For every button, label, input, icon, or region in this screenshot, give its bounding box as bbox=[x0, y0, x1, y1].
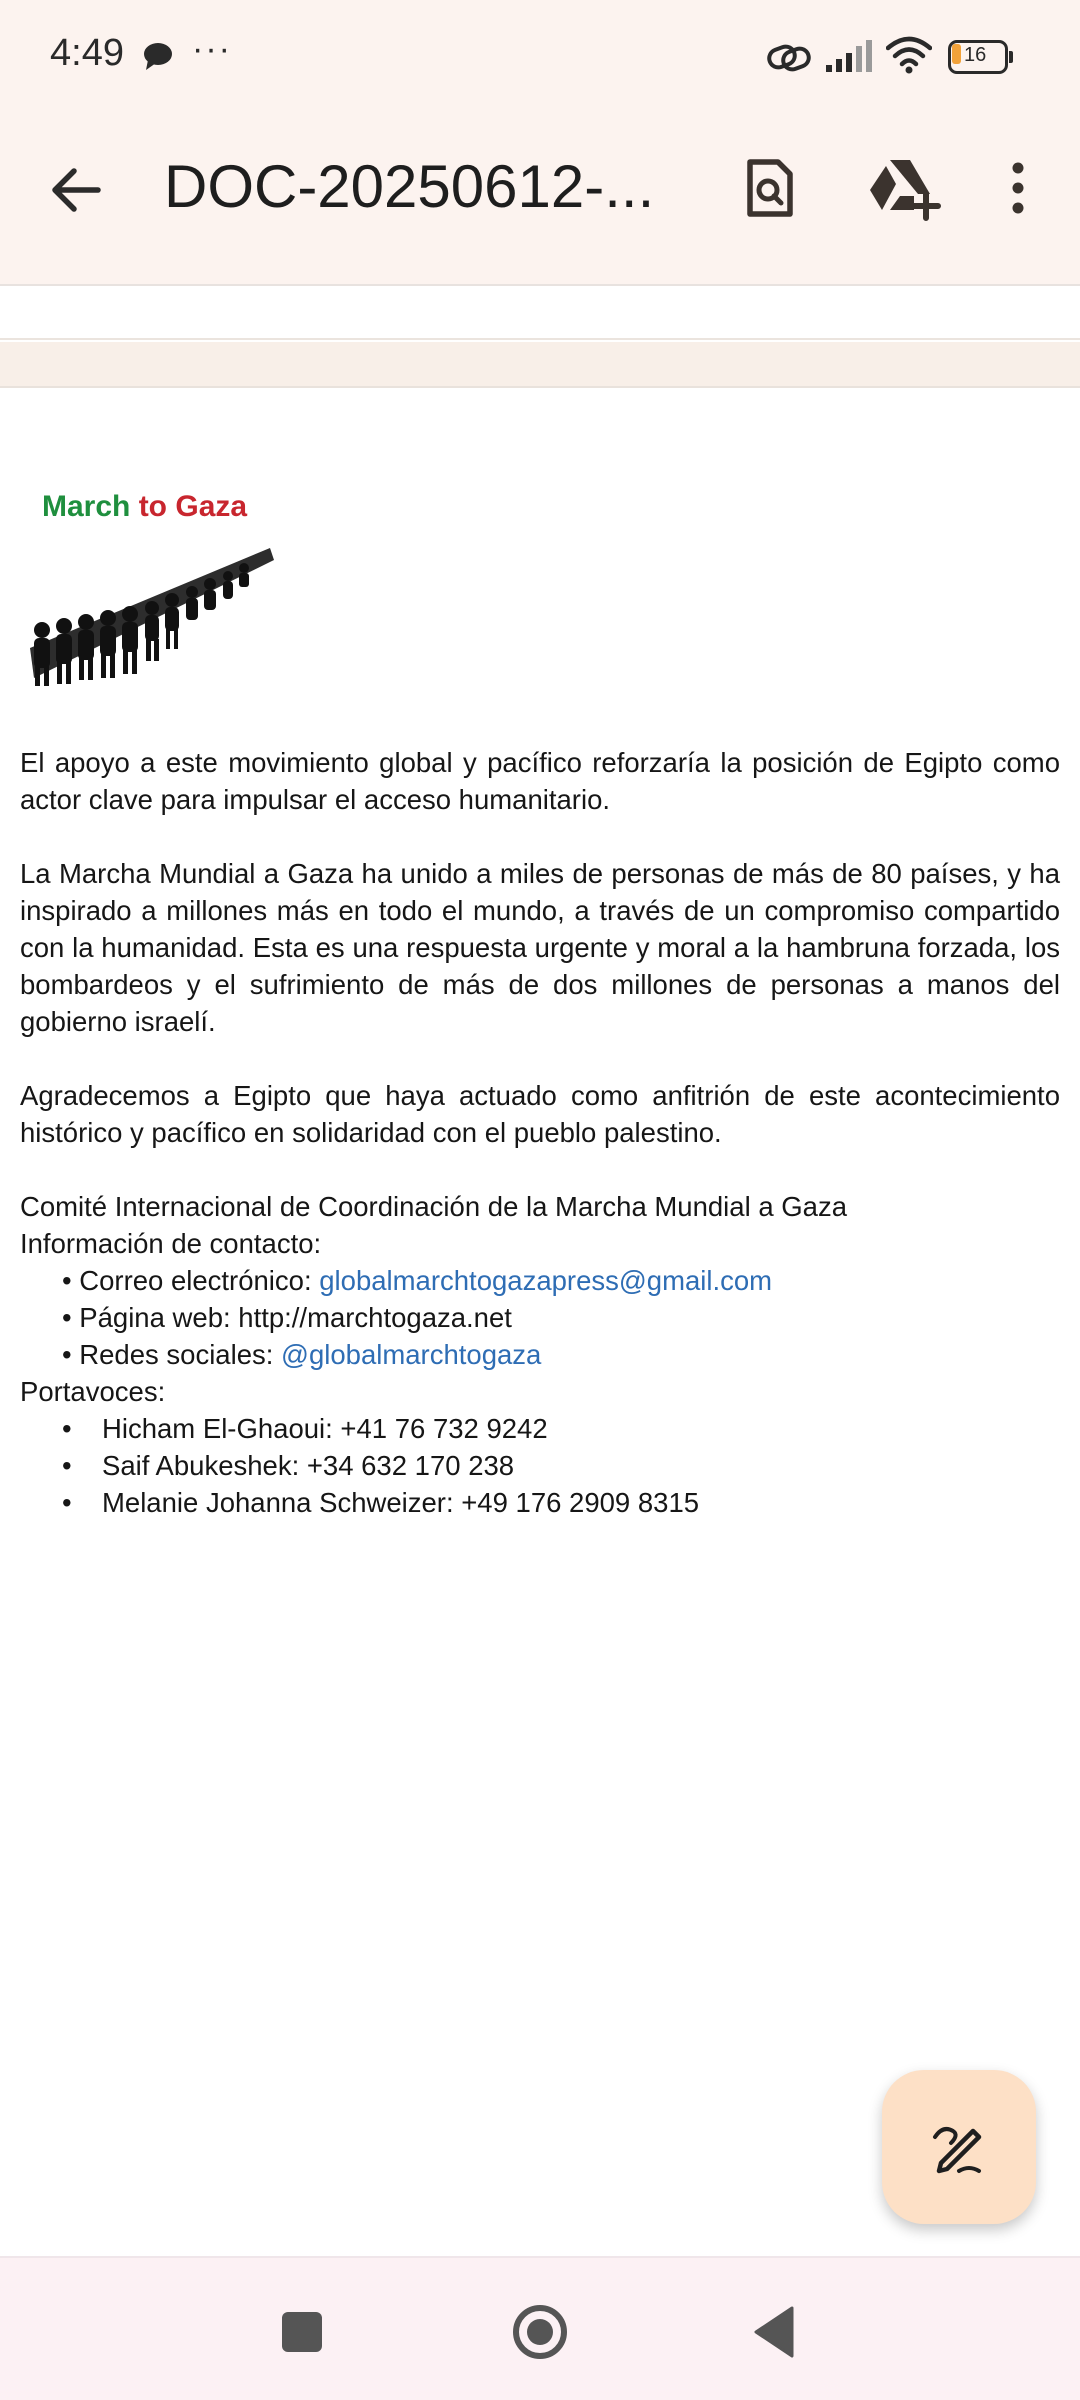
website-text: http://marchtogaza.net bbox=[238, 1302, 512, 1333]
paragraph-egypt-support: El apoyo a este movimiento global y pacífico reforzaría la posición de Egipto como actor clave para impulsar el acceso humanitario. bbox=[20, 747, 1060, 815]
system-navigation-bar bbox=[0, 2256, 1080, 2400]
logo-word-march: March bbox=[42, 490, 131, 523]
status-more-dots: ··· bbox=[192, 30, 232, 68]
logo-text bbox=[42, 490, 247, 524]
document-title: DOC-20250612-... bbox=[164, 153, 655, 220]
logo-word-gaza: Gaza bbox=[175, 490, 248, 523]
committee-name: Comité Internacional de Coordinación de la Marcha Mundial a Gaza bbox=[20, 1191, 847, 1222]
add-to-drive-button[interactable] bbox=[864, 152, 944, 224]
doc-search-icon bbox=[734, 152, 806, 224]
battery-icon bbox=[948, 40, 1012, 74]
edit-fab-button[interactable] bbox=[882, 2070, 1036, 2224]
drive-add-icon bbox=[864, 152, 944, 224]
spokesperson-item: • Melanie Johanna Schweizer: +49 176 2909 8315 bbox=[62, 1487, 700, 1518]
march-to-gaza-logo bbox=[30, 490, 280, 690]
contact-social: • Redes sociales: @globalmarchtogaza bbox=[62, 1339, 542, 1370]
spokesperson-item: • Saif Abukeshek: +34 632 170 238 bbox=[62, 1450, 515, 1481]
back-arrow-icon bbox=[42, 154, 114, 226]
back-triangle-icon[interactable] bbox=[752, 2304, 794, 2365]
paragraph-thanks-egypt: Agradecemos a Egipto que haya actuado como anfitrión de este acontecimiento histórico y pacífico en solidaridad con el pueblo palestino. bbox=[20, 1080, 1060, 1148]
recents-square-icon[interactable] bbox=[282, 2312, 322, 2352]
contact-website: • Página web: http://marchtogaza.net bbox=[62, 1302, 512, 1333]
status-time: 4:49 bbox=[50, 32, 124, 74]
home-circle-icon[interactable] bbox=[510, 2302, 570, 2367]
social-link[interactable]: @globalmarchtogaza bbox=[281, 1339, 542, 1370]
message-icon bbox=[142, 42, 176, 77]
spokespeople-heading: Portavoces: bbox=[20, 1376, 166, 1407]
contact-email: • Correo electrónico: globalmarchtogazapress@gmail.com bbox=[62, 1265, 773, 1296]
app-bar bbox=[0, 118, 1080, 286]
wifi-icon bbox=[886, 36, 932, 79]
logo-word-to: to bbox=[130, 490, 176, 523]
battery-level: 16 bbox=[964, 44, 987, 66]
more-vert-icon bbox=[990, 152, 1046, 224]
page-top-margin bbox=[0, 288, 1080, 340]
link-icon bbox=[766, 40, 812, 81]
page-separator bbox=[0, 342, 1080, 388]
search-in-document-button[interactable] bbox=[734, 152, 806, 224]
document-body bbox=[20, 744, 1060, 1521]
email-link[interactable]: globalmarchtogazapress@gmail.com bbox=[319, 1265, 773, 1296]
paragraph-global-march: La Marcha Mundial a Gaza ha unido a miles de personas de más de 80 países, y ha inspirado a millones más en todo el mundo, a través de un compromiso compartido con la humanidad. Esta es una respuesta urgente y moral a la hambruna forzada, los bombardeos y el sufrimiento de más de dos millones de personas a manos del gobierno israelí. bbox=[20, 858, 1060, 1037]
signal-icon bbox=[824, 38, 874, 79]
marching-crowd-image bbox=[30, 538, 280, 688]
more-options-button[interactable] bbox=[990, 152, 1046, 224]
contact-heading: Información de contacto: bbox=[20, 1228, 322, 1259]
back-button[interactable] bbox=[42, 154, 114, 226]
spokesperson-item: • Hicham El-Ghaoui: +41 76 732 9242 bbox=[62, 1413, 548, 1444]
status-bar bbox=[0, 0, 1080, 118]
edit-pen-icon bbox=[929, 2117, 989, 2177]
